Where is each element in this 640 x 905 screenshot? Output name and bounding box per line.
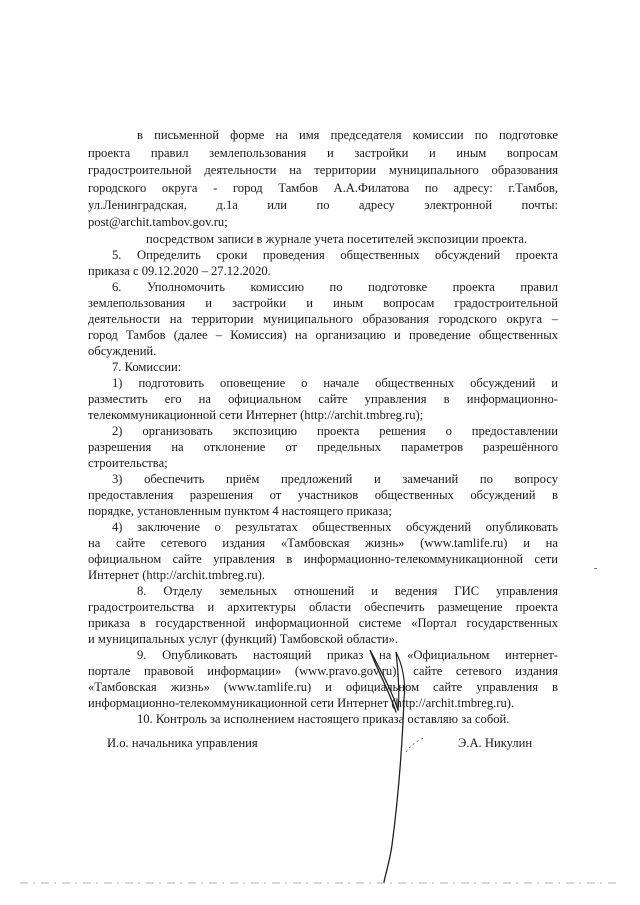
handwritten-signature bbox=[340, 640, 460, 885]
text-line: на сайте сетевого издания «Тамбовская жизнь» (www.tamlife.ru) и на bbox=[88, 536, 558, 550]
text-line: деятельности на территории муниципального образования городского округа – bbox=[88, 312, 558, 326]
subitem-3-line: 3) обеспечить приём предложений и замечаний по вопросу bbox=[112, 472, 558, 486]
subitem-2-line: 2) организовать экспозицию проекта решения о предоставлении bbox=[112, 424, 558, 438]
item-6-line: 6. Уполномочить комиссию по подготовке проекта правил bbox=[112, 280, 558, 294]
text-line: телекоммуникационной сети Интернет (http://archit.tmbreg.ru); bbox=[88, 408, 424, 422]
text-line: землепользования и застройки и иным вопросам градостроительной bbox=[88, 296, 558, 310]
text-line: и муниципальных услуг (функций) Тамбовской области». bbox=[88, 632, 399, 646]
text-line: приказа с 09.12.2020 – 27.12.2020. bbox=[88, 264, 271, 278]
text-line: порядке, установленным пунктом 4 настоящего приказа; bbox=[88, 504, 392, 518]
item-5-line: 5. Определить сроки проведения общественных обсуждений проекта bbox=[112, 248, 558, 262]
text-line: градостроительной деятельности на территории муниципального образования bbox=[88, 163, 558, 177]
text-line: портале правовой информации» (www.pravo.gov.ru), сайте сетевого издания bbox=[88, 664, 558, 678]
signatory-name: Э.А. Никулин bbox=[458, 736, 533, 750]
text-line: разрешения на отклонение от предельных параметров разрешённого bbox=[88, 440, 558, 454]
text-line: Интернет (http://archit.tmbreg.ru). bbox=[88, 568, 265, 582]
item-9-line: 9. Опубликовать настоящий приказ на «Официальном интернет- bbox=[137, 648, 558, 662]
text-line: обсуждений. bbox=[88, 344, 157, 358]
text-line: информационно-телекоммуникационной сети Интернет (http://archit.tmbreg.ru). bbox=[88, 696, 515, 710]
subitem-1-line: 1) подготовить оповещение о начале общественных обсуждений и bbox=[112, 376, 558, 390]
stray-mark: - bbox=[594, 563, 598, 574]
bottom-scan-border bbox=[0, 878, 640, 888]
signatory-position: И.о. начальника управления bbox=[107, 736, 258, 750]
item-10-line: 10. Контроль за исполнением настоящего приказа оставляю за собой. bbox=[137, 712, 510, 726]
subitem-4-line: 4) заключение о результатах общественных обсуждений опубликовать bbox=[112, 520, 558, 534]
text-line: официальном сайте управления в информационно-телекоммуникационной сети bbox=[88, 552, 558, 566]
text-line: город Тамбов (далее – Комиссия) на организацию и проведение общественных bbox=[88, 328, 558, 342]
text-line: проекта правил землепользования и застройки и иным вопросам bbox=[88, 146, 558, 160]
text-line: строительства; bbox=[88, 456, 168, 470]
text-line: «Тамбовская жизнь» (www.tamlife.ru) и официальном сайте управления в bbox=[88, 680, 558, 694]
text-line: приказа в государственной информационной системе «Портал государственных bbox=[88, 616, 558, 630]
item-7-heading: 7. Комиссии: bbox=[112, 360, 182, 374]
text-line: в письменной форме на имя председателя комиссии по подготовке bbox=[137, 128, 558, 142]
text-line: предоставления разрешения от участников общественных обсуждений в bbox=[88, 488, 558, 502]
item-8-line: 8. Отделу земельных отношений и ведения ГИС управления bbox=[137, 584, 558, 598]
text-line: ул.Ленинградская, д.1а или по адресу электронной почты: bbox=[88, 198, 558, 212]
text-line: городского округа - город Тамбов А.А.Филатова по адресу: г.Тамбов, bbox=[88, 181, 558, 195]
text-line: градостроительства и архитектуры области обеспечить размещение проекта bbox=[88, 600, 558, 614]
text-line: разместить его на официальном сайте управления в информационно- bbox=[88, 392, 558, 406]
text-line: посредством записи в журнале учета посетителей экспозиции проекта. bbox=[146, 232, 528, 246]
email-link-text: post@archit.tambov.gov.ru; bbox=[88, 215, 228, 229]
